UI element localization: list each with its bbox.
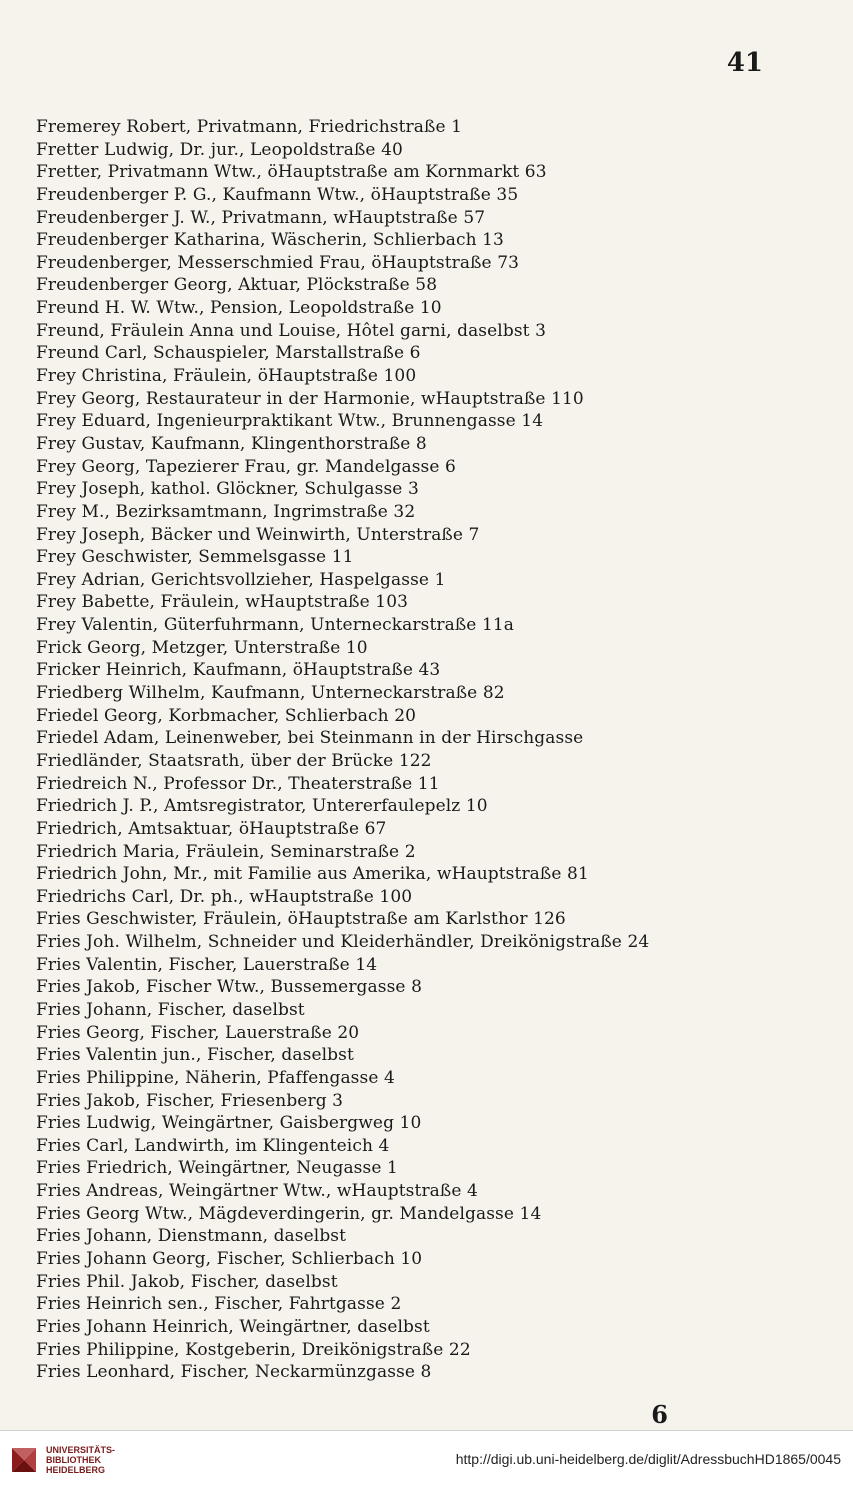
directory-entry: Fries Philippine, Kostgeberin, Dreikönigstraße 22 bbox=[36, 1339, 471, 1360]
directory-entry: Fries Valentin, Fischer, Lauerstraße 14 bbox=[36, 954, 378, 975]
directory-entry: Frey Geschwister, Semmelsgasse 11 bbox=[36, 547, 354, 568]
directory-entry: Fries Jakob, Fischer, Friesenberg 3 bbox=[36, 1090, 344, 1111]
directory-entry: Frey Valentin, Güterfuhrmann, Unterneckarstraße 11a bbox=[36, 615, 515, 636]
source-url-link[interactable]: http://digi.ub.uni-heidelberg.de/diglit/AdressbuchHD1865/0045 bbox=[455, 1451, 841, 1467]
directory-entry: Fries Leonhard, Fischer, Neckarmünzgasse 8 bbox=[36, 1362, 432, 1383]
logo-line-1: UNIVERSITÄTS- bbox=[46, 1445, 116, 1455]
directory-entry: Fries Georg Wtw., Mägdeverdingerin, gr. Mandelgasse 14 bbox=[36, 1203, 542, 1224]
directory-entry: Frick Georg, Metzger, Unterstraße 10 bbox=[36, 637, 368, 658]
directory-entry: Friedrich J. P., Amtsregistrator, Untererfaulepelz 10 bbox=[36, 796, 488, 817]
page-number: 41 bbox=[726, 48, 763, 78]
directory-entry: Friedrich John, Mr., mit Familie aus Amerika, wHauptstraße 81 bbox=[36, 864, 589, 885]
logo-line-3: HEIDELBERG bbox=[46, 1465, 106, 1475]
directory-entry: Fretter Ludwig, Dr. jur., Leopoldstraße 40 bbox=[36, 139, 403, 160]
directory-entry: Friedländer, Staatsrath, über der Brücke 122 bbox=[36, 750, 432, 771]
directory-entry: Fries Johann Georg, Fischer, Schlierbach 10 bbox=[36, 1249, 423, 1270]
directory-entry: Freudenberger Georg, Aktuar, Plöckstraße 58 bbox=[36, 275, 438, 296]
directory-entry: Friedel Georg, Korbmacher, Schlierbach 20 bbox=[36, 705, 417, 726]
directory-entry: Frey Babette, Fräulein, wHauptstraße 103 bbox=[36, 592, 409, 613]
directory-entry: Frey Eduard, Ingenieurpraktikant Wtw., Brunnengasse 14 bbox=[36, 411, 544, 432]
directory-entry: Friedrichs Carl, Dr. ph., wHauptstraße 100 bbox=[36, 886, 413, 907]
logo-line-2: BIBLIOTHEK bbox=[46, 1455, 101, 1465]
directory-entry: Fries Heinrich sen., Fischer, Fahrtgasse 2 bbox=[36, 1294, 402, 1315]
directory-entry: Fries Geschwister, Fräulein, öHauptstraße am Karlsthor 126 bbox=[36, 909, 566, 930]
directory-entry: Fries Ludwig, Weingärtner, Gaisbergweg 10 bbox=[36, 1113, 422, 1134]
directory-entry: Freudenberger, Messerschmied Frau, öHauptstraße 73 bbox=[36, 252, 520, 273]
directory-entry: Frey Adrian, Gerichtsvollzieher, Haspelgasse 1 bbox=[36, 569, 446, 590]
directory-entry: Fries Johann, Dienstmann, daselbst bbox=[36, 1226, 347, 1247]
directory-entry: Friedrich, Amtsaktuar, öHauptstraße 67 bbox=[36, 818, 387, 839]
directory-entry: Fricker Heinrich, Kaufmann, öHauptstraße 43 bbox=[36, 660, 441, 681]
directory-entry: Freund, Fräulein Anna und Louise, Hôtel garni, daselbst 3 bbox=[36, 320, 546, 341]
directory-entry: Fries Valentin jun., Fischer, daselbst bbox=[36, 1045, 354, 1066]
directory-entry: Fries Phil. Jakob, Fischer, daselbst bbox=[36, 1271, 338, 1292]
library-logo-icon bbox=[10, 1446, 38, 1474]
directory-entry: Fremerey Robert, Privatmann, Friedrichstraße 1 bbox=[36, 117, 463, 137]
directory-entry: Freudenberger P. G., Kaufmann Wtw., öHauptstraße 35 bbox=[36, 184, 519, 205]
directory-entry: Frey Georg, Restaurateur in der Harmonie, wHauptstraße 110 bbox=[36, 388, 584, 409]
directory-entry: Frey Georg, Tapezierer Frau, gr. Mandelgasse 6 bbox=[36, 456, 456, 477]
library-logo-text bbox=[46, 1445, 115, 1475]
directory-entry: Friedberg Wilhelm, Kaufmann, Unterneckarstraße 82 bbox=[36, 683, 505, 704]
directory-entry: Fries Andreas, Weingärtner Wtw., wHauptstraße 4 bbox=[36, 1181, 478, 1202]
directory-entry: Fries Carl, Landwirth, im Klingenteich 4 bbox=[36, 1135, 390, 1156]
directory-entry: Fries Johann Heinrich, Weingärtner, daselbst bbox=[36, 1316, 430, 1337]
directory-entries bbox=[36, 116, 776, 1384]
directory-entry: Frey Christina, Fräulein, öHauptstraße 100 bbox=[36, 366, 417, 387]
directory-entry: Fretter, Privatmann Wtw., öHauptstraße am Kornmarkt 63 bbox=[36, 162, 547, 183]
sheet-signature: 6 bbox=[651, 1400, 668, 1429]
directory-entry: Freudenberger Katharina, Wäscherin, Schlierbach 13 bbox=[36, 230, 504, 251]
library-logo[interactable] bbox=[10, 1445, 115, 1475]
directory-entry: Fries Philippine, Näherin, Pfaffengasse 4 bbox=[36, 1067, 395, 1088]
directory-entry: Fries Georg, Fischer, Lauerstraße 20 bbox=[36, 1022, 360, 1043]
directory-entry: Frey Gustav, Kaufmann, Klingenthorstraße 8 bbox=[36, 433, 427, 454]
directory-entry: Freund Carl, Schauspieler, Marstallstraße 6 bbox=[36, 343, 421, 364]
directory-entry: Friedreich N., Professor Dr., Theaterstraße 11 bbox=[36, 773, 440, 794]
directory-entry: Frey Joseph, Bäcker und Weinwirth, Unterstraße 7 bbox=[36, 524, 480, 545]
directory-entry: Fries Johann, Fischer, daselbst bbox=[36, 999, 305, 1020]
directory-entry: Friedel Adam, Leinenweber, bei Steinmann in der Hirschgasse bbox=[36, 728, 584, 749]
directory-entry: Frey Joseph, kathol. Glöckner, Schulgasse 3 bbox=[36, 479, 419, 500]
directory-entry: Freudenberger J. W., Privatmann, wHauptstraße 57 bbox=[36, 207, 486, 228]
viewer-footer bbox=[0, 1430, 853, 1502]
directory-entry: Fries Jakob, Fischer Wtw., Bussemergasse 8 bbox=[36, 977, 422, 998]
directory-entry: Frey M., Bezirksamtmann, Ingrimstraße 32 bbox=[36, 501, 416, 522]
directory-entry: Freund H. W. Wtw., Pension, Leopoldstraße 10 bbox=[36, 298, 442, 319]
directory-entry: Fries Joh. Wilhelm, Schneider und Kleiderhändler, Dreikönigstraße 24 bbox=[36, 932, 650, 953]
directory-entry: Friedrich Maria, Fräulein, Seminarstraße 2 bbox=[36, 841, 416, 862]
directory-entry: Fries Friedrich, Weingärtner, Neugasse 1 bbox=[36, 1158, 398, 1179]
